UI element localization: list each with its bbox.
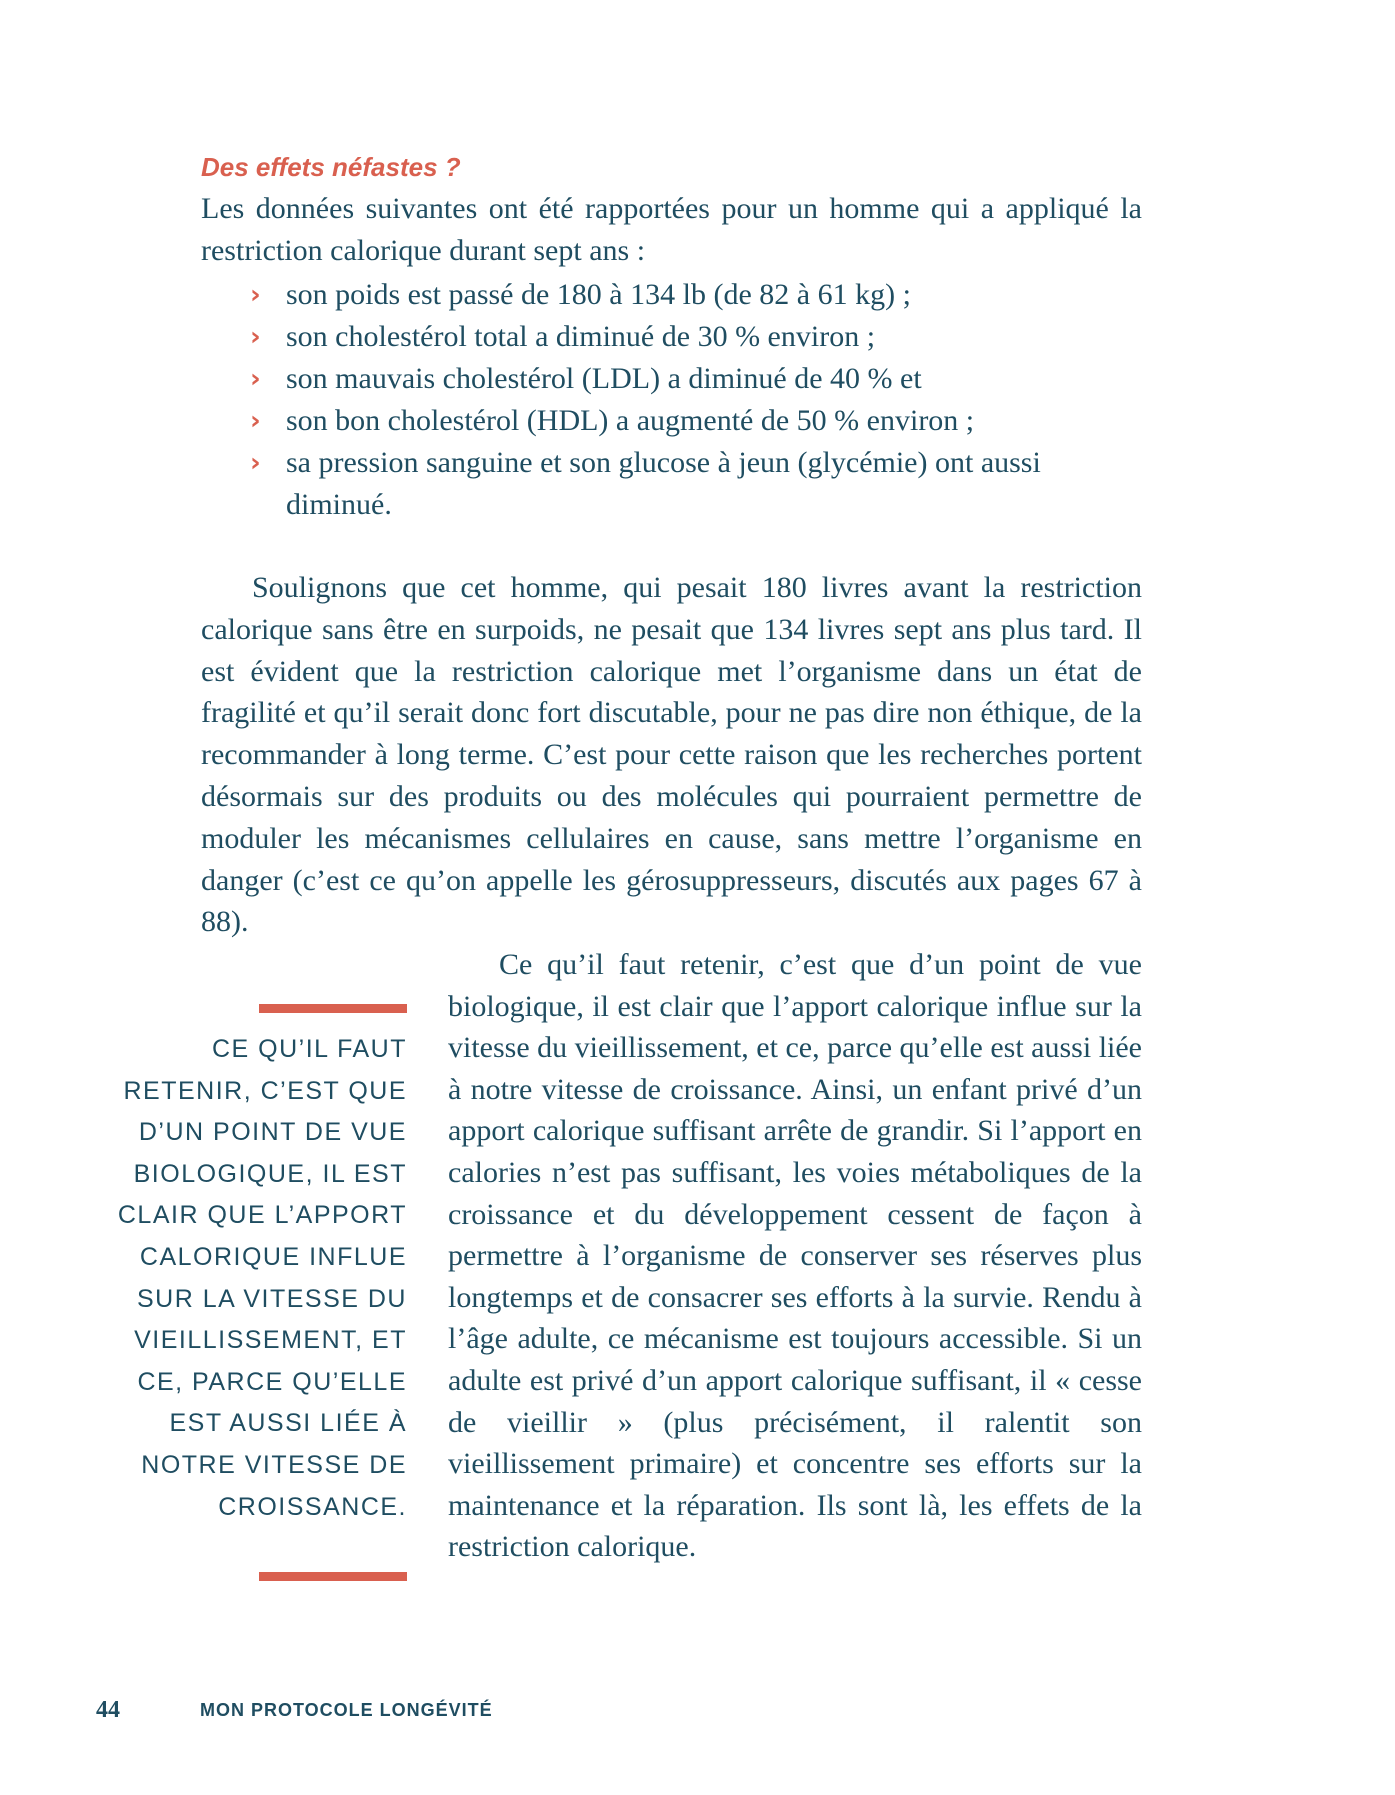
chevron-right-icon: › [250, 406, 261, 436]
list-item-text: son poids est passé de 180 à 134 lb (de 82 à 61 kg) ; [286, 278, 911, 311]
running-title: MON PROTOCOLE LONGÉVITÉ [200, 1700, 493, 1720]
list-item [250, 400, 1142, 442]
pullquote-top-rule [259, 1004, 407, 1013]
list-item [250, 316, 1142, 358]
list-item [250, 274, 1142, 316]
list-item-text: sa pression sanguine et son glucose à jeun (glycémie) ont aussi diminué. [286, 446, 1041, 521]
bullet-list [250, 274, 1142, 526]
chevron-right-icon: › [250, 364, 261, 394]
pullquote-bottom-rule [259, 1572, 407, 1581]
list-item-text: son cholestérol total a diminué de 30 % environ ; [286, 320, 876, 353]
list-item [250, 358, 1142, 400]
list-item-text: son mauvais cholestérol (LDL) a diminué de 40 % et [286, 362, 922, 395]
section-heading: Des effets néfastes ? [201, 152, 461, 182]
chevron-right-icon: › [250, 322, 261, 352]
list-item [250, 442, 1142, 526]
chevron-right-icon: › [250, 280, 261, 310]
intro-text: Les données suivantes ont été rapportées pour un homme qui a appliqué la restriction calorique durant sept ans : [201, 192, 1142, 267]
body-paragraph-2: Ce qu’il faut retenir, c’est que d’un point de vue biologique, il est clair que l’apport calorique influe sur la vitesse du vieillissement, et ce, parce qu’elle est aussi liée à notre vitesse de croissance. Ainsi, un enfant privé d’un apport calorique suffisant arrête de grandir. Si l’apport en calories n’est pas suffisant, les voies métaboliques de la croissance et du développement cessent de façon à permettre à l’organisme de conserver ses réserves plus longtemps et de consacrer ses efforts à la survie. Rendu à l’âge adulte, ce mécanisme est toujours accessible. Si un adulte est privé d’un apport calorique suffisant, il « cesse de vieillir » (plus précisément, il ralentit son vieillissement primaire) et concentre ses efforts sur la maintenance et la réparation. Ils sont là, les effets de la restriction calorique. [448, 948, 1142, 1564]
chevron-right-icon: › [250, 448, 261, 478]
list-item-text: son bon cholestérol (HDL) a augmenté de 50 % environ ; [286, 404, 975, 437]
pullquote: CE QU’IL FAUT RETENIR, C’EST QUE D’UN POINT DE VUE BIOLOGIQUE, IL EST CLAIR QUE L’APPORT CALORIQUE INFLUE SUR LA VITESSE DU VIEILLISSEMENT, ET CE, PARCE QU’ELLE EST AUSSI LIÉE À NOTRE VITESSE DE CROISSANCE. [117, 1035, 407, 1521]
body-paragraph-1: Soulignons que cet homme, qui pesait 180 livres avant la restriction calorique sans être en surpoids, ne pesait que 134 livres sept ans plus tard. Il est évident que la restriction calorique met l’organisme dans un état de fragilité et qu’il serait donc fort discutable, pour ne pas dire non éthique, de la recommander à long terme. C’est pour cette raison que les recherches portent désormais sur des produits ou des molécules qui pourraient permettre de moduler les mécanismes cellulaires en cause, sans mettre l’organisme en danger (c’est ce qu’on appelle les gérosuppresseurs, discutés aux pages 67 à 88). [201, 571, 1142, 939]
page-number: 44 [96, 1697, 120, 1723]
